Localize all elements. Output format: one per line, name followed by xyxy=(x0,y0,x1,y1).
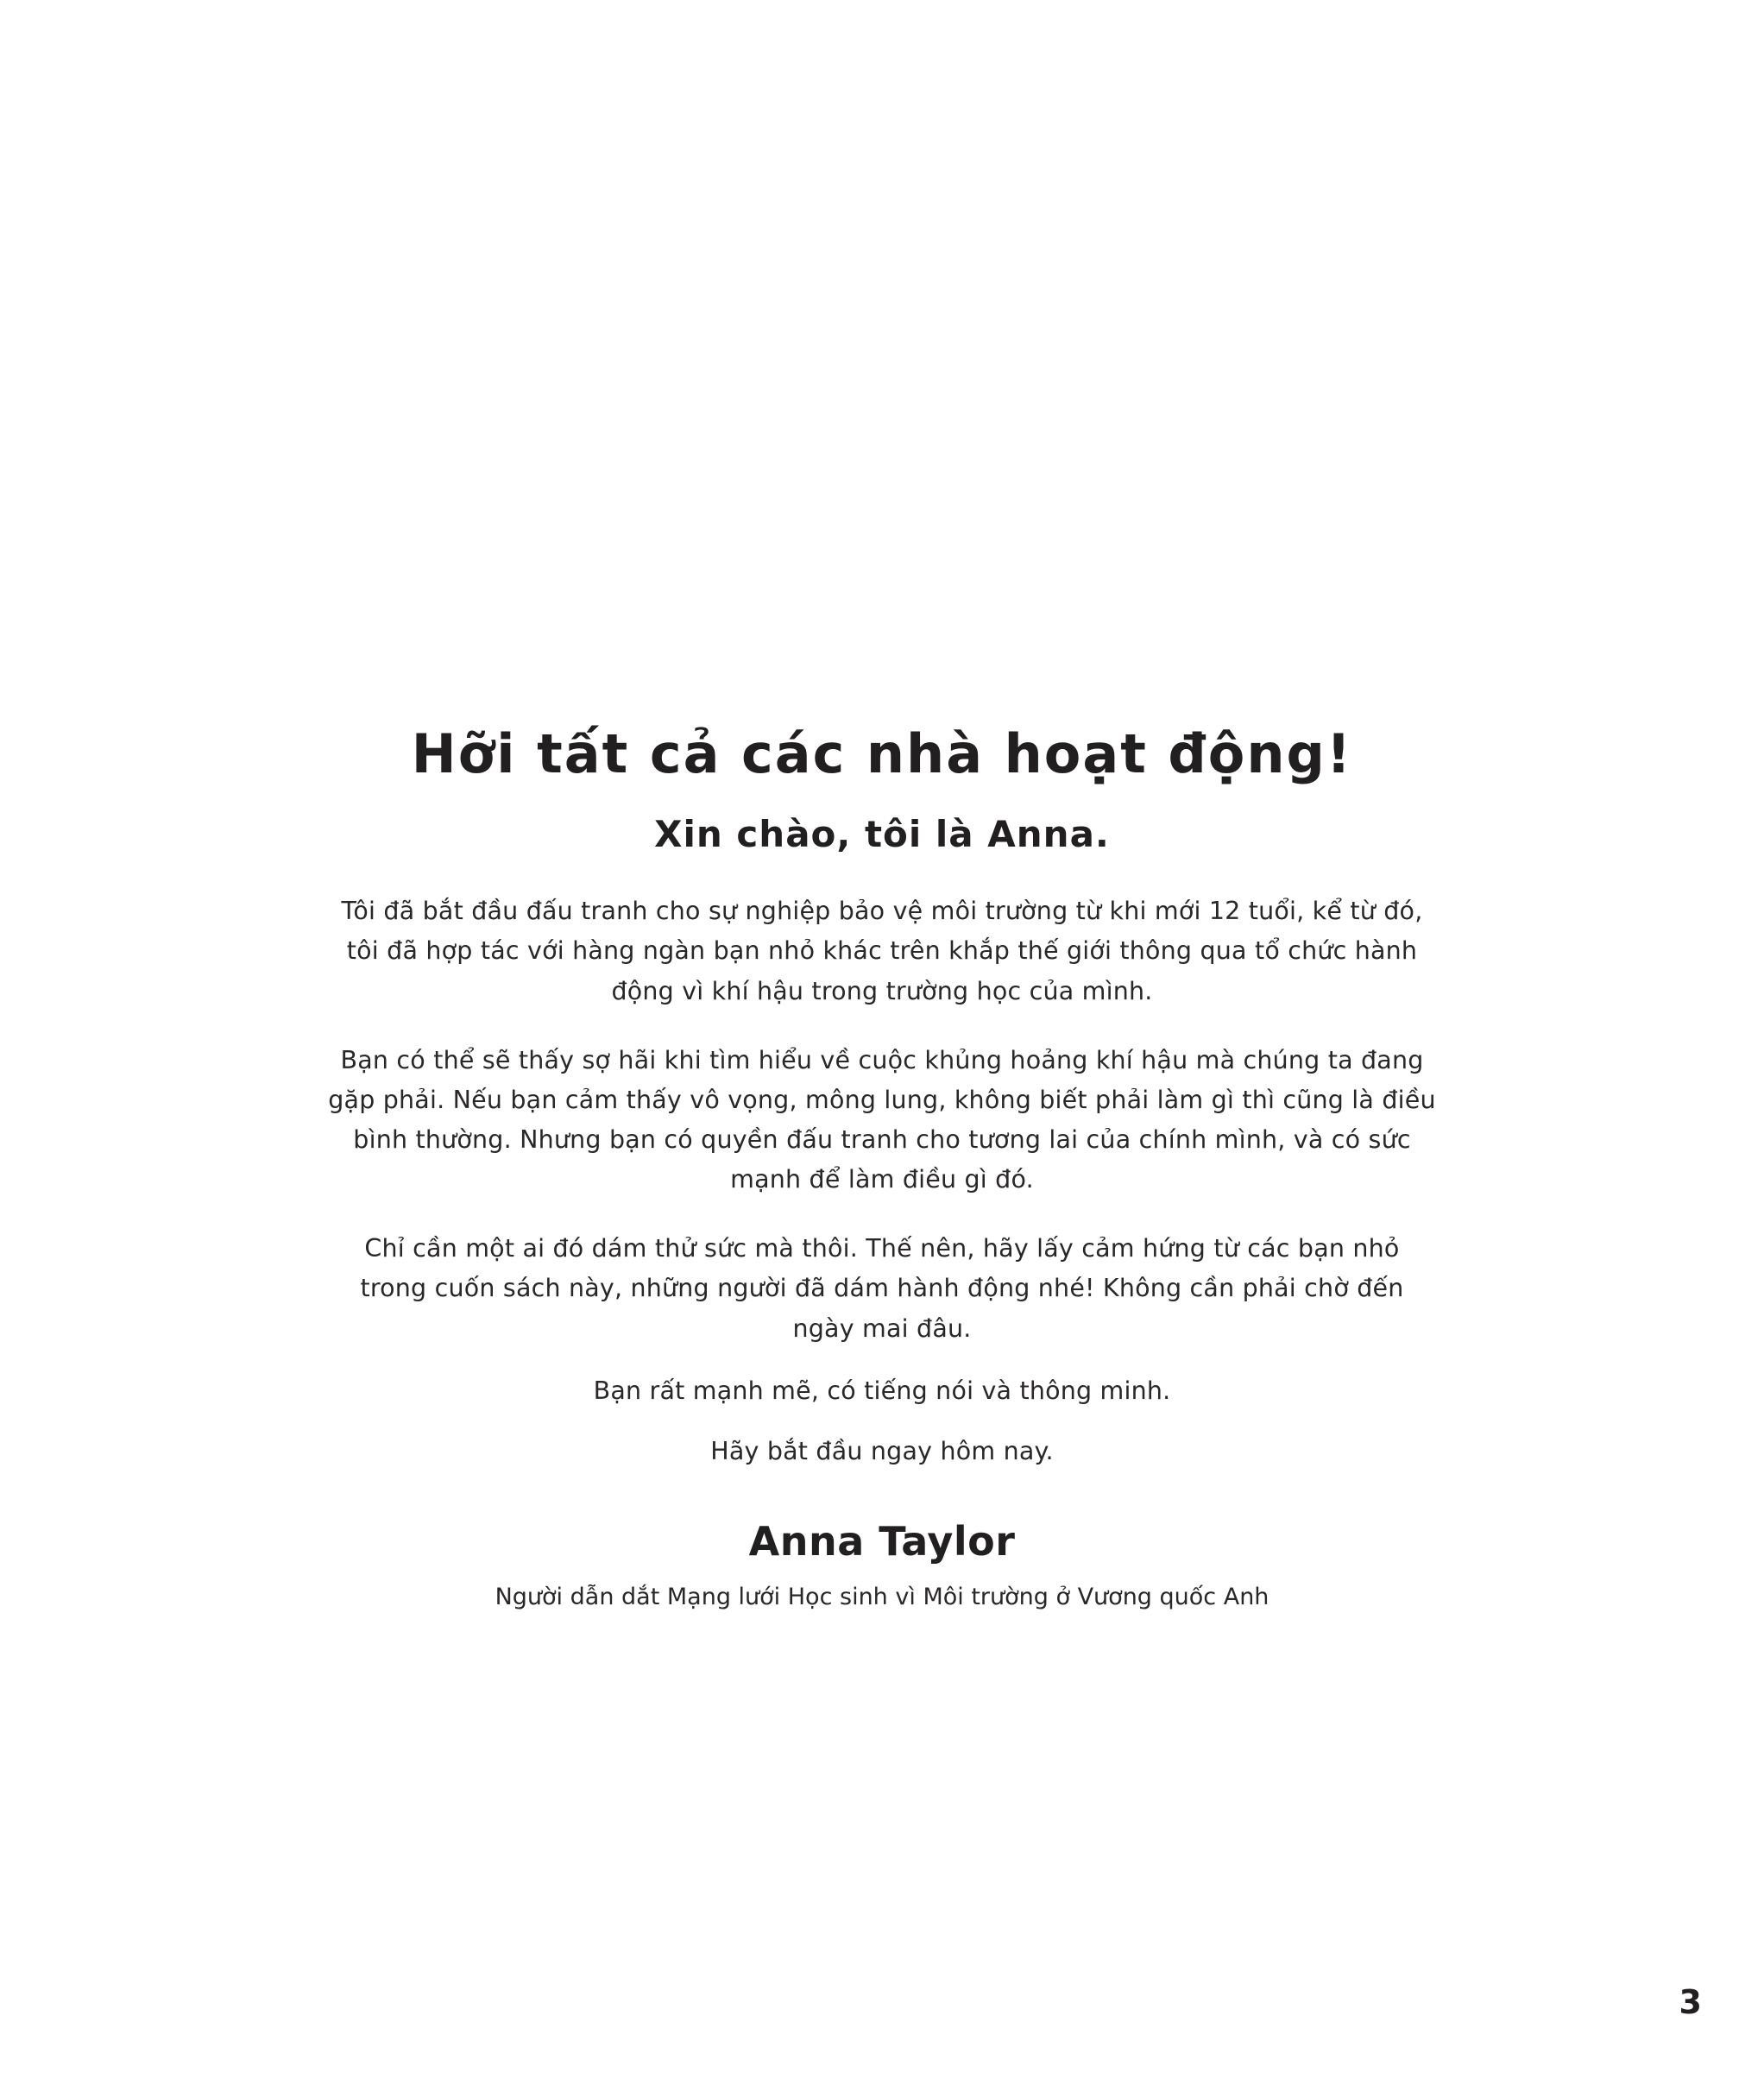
letter-paragraph-1: Tôi đã bắt đầu đấu tranh cho sự nghiệp bảo vệ môi trường từ khi mới 12 tuổi, kể từ đó, tôi đã hợp tác với hàng ngàn bạn nhỏ khác trên khắp thế giới thông qua tổ chức hành động vì khí hậu trong trường học của mình. xyxy=(341,897,1423,1005)
page-title: Hỡi tất cả các nhà hoạt động! xyxy=(411,722,1353,785)
letter-greeting: Xin chào, tôi là Anna. xyxy=(654,813,1110,856)
letter-paragraph-5: Hãy bắt đầu ngay hôm nay. xyxy=(710,1436,1054,1465)
letter-block xyxy=(0,722,1764,1611)
letter-paragraph-2: Bạn có thể sẽ thấy sợ hãi khi tìm hiểu về cuộc khủng hoảng khí hậu mà chúng ta đang gặp phải. Nếu bạn cảm thấy vô vọng, mông lung, không biết phải làm gì thì cũng là điều bình thường. Nhưng bạn có quyền đấu tranh cho tương lai của chính mình, và có sức mạnh để làm điều gì đó. xyxy=(328,1045,1436,1194)
letter-paragraph-3: Chỉ cần một ai đó dám thử sức mà thôi. Thế nên, hãy lấy cảm hứng từ các bạn nhỏ trong cuốn sách này, những người đã dám hành động nhé! Không cần phải chờ đến ngày mai đâu. xyxy=(360,1234,1404,1343)
letter-paragraph-4: Bạn rất mạnh mẽ, có tiếng nói và thông minh. xyxy=(593,1376,1171,1405)
page-number: 3 xyxy=(1679,1983,1702,2021)
letter-author-role: Người dẫn dắt Mạng lưới Học sinh vì Môi trường ở Vương quốc Anh xyxy=(495,1584,1269,1611)
letter-signature: Anna Taylor xyxy=(748,1518,1016,1565)
